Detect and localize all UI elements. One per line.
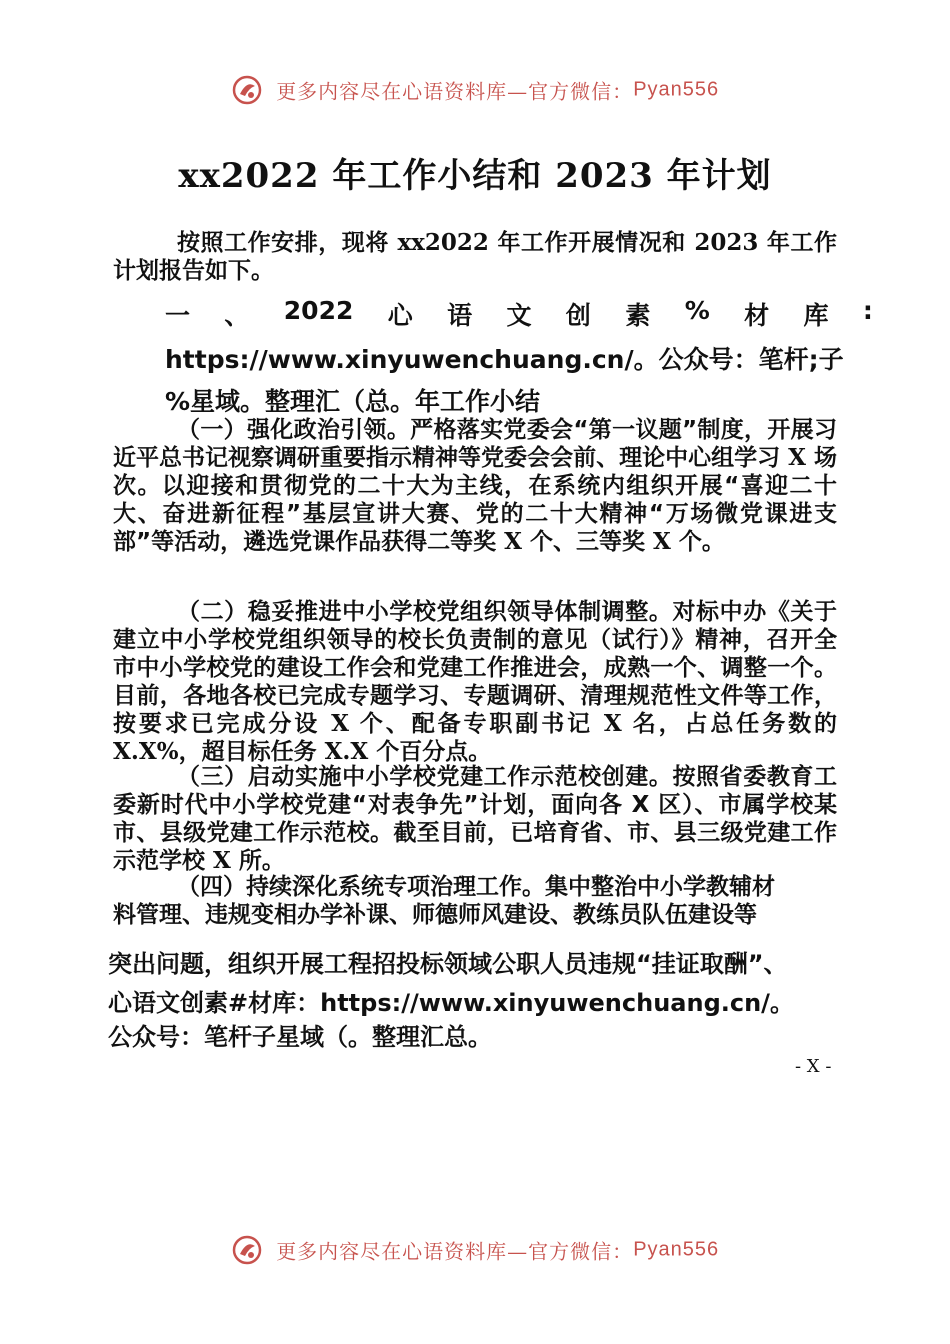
s2-text-d: ，超目标任务 [178, 739, 325, 765]
section-4 [113, 873, 837, 929]
heading-char: 库 [803, 301, 829, 330]
heading-char: 、 [224, 301, 250, 330]
heading-char: : [862, 296, 873, 325]
s2-text-c: 名，占总任务数的 [621, 711, 837, 737]
s1-text-b: 场次。以迎接和贯彻党的二十大为主线，在系统内组织开展“喜迎二十大、奋进新征程”基层宣讲大赛、党的二十大精神“万场微党课进支部”等活动，遴选党课作品获得二等奖 [113, 445, 837, 555]
intro-text-e: 年工作计划报告如下。 [113, 230, 837, 284]
s3-text-b: 所。 [230, 848, 285, 874]
banner-text: 更多内容尽在心语资料库—官方微信： [276, 79, 634, 104]
heading-char: 2022 [283, 296, 354, 325]
banner-account: Pyan556 [633, 78, 720, 101]
watermark-banner-bottom [0, 1234, 950, 1266]
s4-line2: 料管理、违规变相办学补课、师德师风建设、教练员队伍建设等 [113, 902, 757, 928]
summary-line: %星域。整理汇（总。年工作小结 [165, 387, 541, 416]
s3-text-a: （三）启动实施中小学校党建工作示范校创建。按照省委教育工委新时代中小学校党建“对表争先”计划，面向各 X 区）、市属学校某市、县级党建工作示范校。截至目前，已培育省、市、县三级党建工作示范学校 [113, 764, 837, 874]
s1-text-a: （一）强化政治引领。严格落实党委会“第一议题”制度，开展习近平总书记视察调研重要指示精神等党委会会前、理论中心组学习 [113, 417, 837, 471]
title-year: 2023 [555, 156, 654, 196]
red-seal-logo-icon [231, 74, 263, 106]
title-suffix: 年计划 [653, 156, 772, 196]
intro-text-b: xx2022 [397, 229, 489, 256]
s1-text-c: 个、三等奖 [521, 529, 653, 555]
s2-x2: X [603, 710, 622, 737]
s1-x3: X [653, 528, 671, 555]
heading-char: 创 [565, 301, 591, 330]
banner-text: 更多内容尽在心语资料库—官方微信： [276, 1239, 634, 1264]
closing-line-3: 公众号：笔杆子星域（。整理汇总。 [108, 1023, 492, 1051]
page-title [0, 148, 950, 197]
heading-char: 文 [506, 301, 532, 330]
s2-x3: X.X% [113, 738, 179, 765]
watermark-banner-top [0, 74, 950, 106]
s2-x1: X [331, 710, 349, 737]
s2-text-a: （二）稳妥推进中小学校党组织领导体制调整。对标中办《关于建立中小学校党组织领导的校长负责制的意见（试行）》精神，召开全市中小学校党的建设工作会和党建工作推进会，成熟一个、调整一个。目前，各地各校已完成专题学习、专题调研、清理规范性文件等工作，按要求已完成分设 [113, 599, 837, 737]
heading-char: 心 [387, 301, 413, 330]
section-2 [113, 598, 837, 766]
heading-char: 素 [625, 301, 651, 330]
closing-line-2: 心语文创素#材库：https://www.xinyuwenchuang.cn/。 [108, 989, 794, 1017]
s1-text-d: 个。 [670, 529, 725, 555]
page-number: - X - [795, 1056, 832, 1077]
red-seal-logo-icon [231, 1234, 263, 1266]
intro-text-d: 2023 [694, 229, 759, 256]
heading-char: 一 [165, 301, 191, 330]
section-1 [113, 416, 837, 556]
s2-text-b: 个、配备专职副书记 [348, 711, 604, 737]
heading-char: 材 [744, 301, 770, 330]
banner-account: Pyan556 [633, 1238, 720, 1261]
s2-x4: X.X [324, 738, 369, 765]
url-line: https://www.xinyuwenchuang.cn/。公众号：笔杆;子 [165, 345, 844, 374]
heading-char: % [684, 296, 710, 325]
intro-text-a: 按照工作安排，现将 [177, 230, 398, 256]
intro-text-c: 年工作开展情况和 [488, 230, 695, 256]
section-heading-line [165, 296, 873, 332]
s1-x1: X [788, 444, 806, 471]
s2-text-e: 个百分点。 [368, 739, 492, 765]
section-3 [113, 763, 837, 875]
s3-x1: X [213, 847, 231, 874]
title-middle: 年工作小结和 [319, 156, 556, 196]
title-prefix: xx2022 [178, 156, 320, 196]
closing-line-1: 突出问题，组织开展工程招投标领域公职人员违规“挂证取酬”、 [108, 950, 788, 978]
intro-paragraph [113, 229, 837, 285]
heading-char: 语 [447, 301, 473, 330]
s1-x2: X [504, 528, 522, 555]
s4-line1: （四）持续深化系统专项治理工作。集中整治中小学教辅材 [177, 874, 775, 900]
